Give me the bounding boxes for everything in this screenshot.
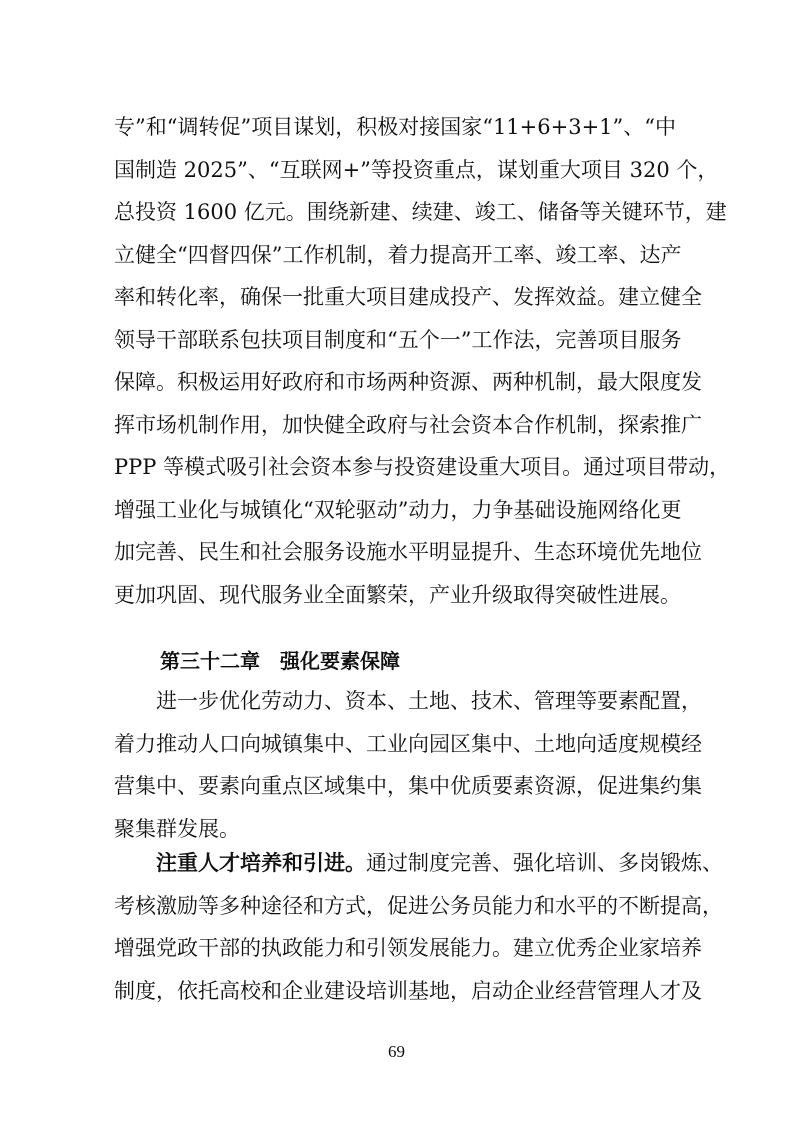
text-line: 更加巩固、现代服务业全面繁荣，产业升级取得突破性进展。 — [114, 582, 681, 607]
paragraph-talent-cultivation — [114, 842, 723, 1012]
text-line — [114, 842, 723, 885]
text-line: 着力推动人口向城镇集中、工业向园区集中、土地向适度规模经 — [114, 731, 702, 756]
text-line: 国制造 2025”、“互联网+”等投资重点，谋划重大项目 320 个， — [114, 157, 719, 182]
paragraph-lead-rest: 通过制度完善、强化培训、多岗锻炼、 — [366, 851, 723, 875]
text-line: 挥市场机制作用，加快健全政府与社会资本合作机制，探索推广 — [114, 412, 702, 437]
text-line: 制度，依托高校和企业建设培训基地，启动企业经营管理人才及 — [114, 978, 702, 1003]
text-line: PPP 等模式吸引社会资本参与投资建设重大项目。通过项目带动， — [114, 455, 731, 479]
text-line: 立健全“四督四保”工作机制，着力提高开工率、竣工率、达产 — [114, 242, 682, 267]
text-line: 增强工业化与城镇化“双轮驱动”动力，力争基础设施网络化更 — [114, 497, 682, 522]
text-line: 专”和“调转促”项目谋划，积极对接国家“11+6+3+1”、“中 — [114, 115, 677, 139]
chapter-title: 强化要素保障 — [280, 649, 400, 673]
text-line: 进一步优化劳动力、资本、土地、技术、管理等要素配置， — [114, 689, 702, 713]
text-line: 率和转化率，确保一批重大项目建成投产、发挥效益。建立健全 — [114, 285, 702, 309]
paragraph-factor-allocation — [114, 680, 702, 850]
page-number: 69 — [388, 1042, 405, 1061]
chapter-heading — [160, 640, 400, 682]
chapter-number: 第三十二章 — [160, 649, 260, 673]
text-line: 营集中、要素向重点区域集中，集中优质要素资源，促进集约集 — [114, 774, 702, 798]
paragraph-project-planning — [114, 106, 731, 616]
text-line: 加完善、民生和社会服务设施水平明显提升、生态环境优先地位 — [114, 540, 702, 564]
text-line: 增强党政干部的执政能力和引领发展能力。建立优秀企业家培养 — [114, 936, 702, 960]
text-line: 聚集群发展。 — [114, 816, 240, 841]
text-line: 考核激励等多种途径和方式，促进公务员能力和水平的不断提高， — [114, 893, 723, 918]
text-line: 总投资 1600 亿元。围绕新建、续建、竣工、储备等关键环节，建 — [114, 200, 727, 224]
text-line: 领导干部联系包扶项目制度和“五个一”工作法，完善项目服务 — [114, 327, 682, 352]
text-line: 保障。积极运用好政府和市场两种资源、两种机制，最大限度发 — [114, 370, 702, 394]
paragraph-lead-bold: 注重人才培养和引进。 — [156, 851, 366, 875]
